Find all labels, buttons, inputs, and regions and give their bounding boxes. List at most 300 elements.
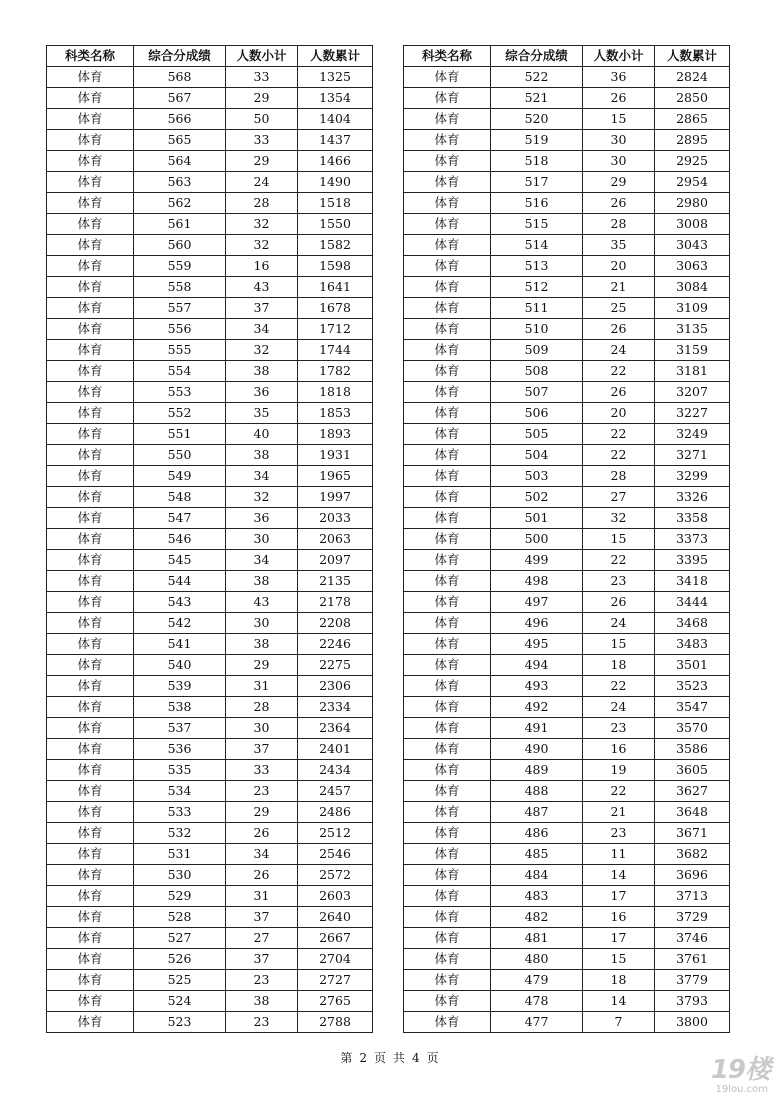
cell-score: 564: [134, 151, 226, 172]
cell-category: 体育: [47, 529, 134, 550]
table-row: [47, 403, 373, 424]
cell-count: 36: [226, 508, 298, 529]
cell-cumulative: 1466: [298, 151, 373, 172]
table-row: [404, 130, 730, 151]
cell-cumulative: 2546: [298, 844, 373, 865]
cell-cumulative: 3800: [655, 1012, 730, 1033]
table-row: [404, 970, 730, 991]
table-row: [404, 277, 730, 298]
cell-score: 529: [134, 886, 226, 907]
cell-cumulative: 3063: [655, 256, 730, 277]
cell-cumulative: 2306: [298, 676, 373, 697]
cell-score: 517: [491, 172, 583, 193]
cell-score: 549: [134, 466, 226, 487]
footer-label: 页: [373, 1051, 387, 1065]
cell-score: 559: [134, 256, 226, 277]
cell-cumulative: 3570: [655, 718, 730, 739]
cell-cumulative: 3671: [655, 823, 730, 844]
cell-cumulative: 3682: [655, 844, 730, 865]
table-row: [47, 340, 373, 361]
table-row: [404, 802, 730, 823]
cell-cumulative: 3793: [655, 991, 730, 1012]
cell-score: 514: [491, 235, 583, 256]
cell-cumulative: 2865: [655, 109, 730, 130]
table-row: [47, 277, 373, 298]
cell-score: 505: [491, 424, 583, 445]
cell-cumulative: 2097: [298, 550, 373, 571]
cell-score: 530: [134, 865, 226, 886]
watermark-logo: [708, 1049, 772, 1095]
cell-count: 16: [226, 256, 298, 277]
table-row: [47, 298, 373, 319]
cell-count: 21: [583, 802, 655, 823]
cell-count: 30: [583, 130, 655, 151]
cell-cumulative: 1965: [298, 466, 373, 487]
cell-count: 26: [583, 319, 655, 340]
cell-count: 38: [226, 571, 298, 592]
cell-score: 494: [491, 655, 583, 676]
table-row: [404, 634, 730, 655]
cell-count: 28: [226, 193, 298, 214]
cell-score: 499: [491, 550, 583, 571]
cell-cumulative: 1818: [298, 382, 373, 403]
cell-count: 25: [583, 298, 655, 319]
table-row: [404, 424, 730, 445]
cell-score: 527: [134, 928, 226, 949]
cell-count: 22: [583, 424, 655, 445]
cell-score: 518: [491, 151, 583, 172]
cell-score: 497: [491, 592, 583, 613]
cell-category: 体育: [47, 634, 134, 655]
cell-category: 体育: [47, 907, 134, 928]
cell-cumulative: 3159: [655, 340, 730, 361]
cell-count: 29: [226, 655, 298, 676]
table-row: [404, 487, 730, 508]
cell-score: 508: [491, 361, 583, 382]
cell-cumulative: 2980: [655, 193, 730, 214]
cell-score: 506: [491, 403, 583, 424]
cell-category: 体育: [47, 739, 134, 760]
cell-category: 体育: [47, 1012, 134, 1033]
cell-count: 17: [583, 928, 655, 949]
cell-category: 体育: [404, 340, 491, 361]
cell-category: 体育: [47, 697, 134, 718]
cell-category: 体育: [47, 508, 134, 529]
cell-score: 536: [134, 739, 226, 760]
cell-count: 19: [583, 760, 655, 781]
table-row: [47, 970, 373, 991]
cell-cumulative: 1518: [298, 193, 373, 214]
cell-cumulative: 2765: [298, 991, 373, 1012]
cell-category: 体育: [404, 508, 491, 529]
cell-category: 体育: [47, 403, 134, 424]
table-row: [404, 760, 730, 781]
cell-category: 体育: [47, 256, 134, 277]
cell-score: 557: [134, 298, 226, 319]
cell-score: 489: [491, 760, 583, 781]
cell-score: 486: [491, 823, 583, 844]
table-row: [404, 718, 730, 739]
cell-score: 553: [134, 382, 226, 403]
table-row: [404, 739, 730, 760]
cell-count: 31: [226, 676, 298, 697]
cell-category: 体育: [47, 655, 134, 676]
cell-score: 542: [134, 613, 226, 634]
table-row: [404, 361, 730, 382]
cell-count: 18: [583, 970, 655, 991]
cell-score: 551: [134, 424, 226, 445]
cell-count: 20: [583, 403, 655, 424]
table-row: [47, 214, 373, 235]
cell-category: 体育: [404, 424, 491, 445]
cell-count: 24: [583, 613, 655, 634]
cell-score: 548: [134, 487, 226, 508]
cell-cumulative: 1853: [298, 403, 373, 424]
table-row: [404, 193, 730, 214]
cell-count: 26: [226, 823, 298, 844]
cell-category: 体育: [47, 193, 134, 214]
table-row: [404, 907, 730, 928]
cell-cumulative: 3605: [655, 760, 730, 781]
cell-category: 体育: [404, 67, 491, 88]
table-row: [404, 928, 730, 949]
cell-category: 体育: [404, 172, 491, 193]
cell-cumulative: 3696: [655, 865, 730, 886]
cell-score: 546: [134, 529, 226, 550]
cell-category: 体育: [47, 235, 134, 256]
cell-count: 34: [226, 550, 298, 571]
cell-category: 体育: [47, 151, 134, 172]
cell-category: 体育: [404, 1012, 491, 1033]
table-row: [47, 949, 373, 970]
cell-category: 体育: [47, 550, 134, 571]
cell-score: 495: [491, 634, 583, 655]
cell-score: 537: [134, 718, 226, 739]
cell-cumulative: 1598: [298, 256, 373, 277]
cell-count: 35: [583, 235, 655, 256]
cell-score: 480: [491, 949, 583, 970]
table-row: [404, 508, 730, 529]
cell-score: 540: [134, 655, 226, 676]
cell-score: 528: [134, 907, 226, 928]
cell-category: 体育: [47, 718, 134, 739]
cell-count: 43: [226, 277, 298, 298]
table-row: [404, 676, 730, 697]
table-row: [404, 949, 730, 970]
cell-score: 520: [491, 109, 583, 130]
cell-category: 体育: [47, 676, 134, 697]
cell-cumulative: 3395: [655, 550, 730, 571]
cell-score: 516: [491, 193, 583, 214]
cell-category: 体育: [404, 487, 491, 508]
header-cumulative: 人数累计: [298, 46, 373, 67]
cell-cumulative: 2178: [298, 592, 373, 613]
cell-category: 体育: [47, 172, 134, 193]
cell-score: 558: [134, 277, 226, 298]
cell-count: 37: [226, 949, 298, 970]
header-count: 人数小计: [583, 46, 655, 67]
table-row: [404, 88, 730, 109]
cell-cumulative: 3586: [655, 739, 730, 760]
cell-count: 33: [226, 67, 298, 88]
cell-category: 体育: [47, 214, 134, 235]
cell-cumulative: 2603: [298, 886, 373, 907]
cell-count: 15: [583, 529, 655, 550]
cell-count: 32: [583, 508, 655, 529]
cell-score: 501: [491, 508, 583, 529]
cell-count: 17: [583, 886, 655, 907]
cell-cumulative: 2486: [298, 802, 373, 823]
cell-cumulative: 3207: [655, 382, 730, 403]
table-row: [404, 319, 730, 340]
cell-category: 体育: [404, 907, 491, 928]
table-row: [47, 802, 373, 823]
cell-category: 体育: [47, 928, 134, 949]
cell-count: 26: [583, 88, 655, 109]
cell-cumulative: 2788: [298, 1012, 373, 1033]
cell-score: 504: [491, 445, 583, 466]
table-row: [47, 466, 373, 487]
cell-count: 27: [583, 487, 655, 508]
table-row: [47, 886, 373, 907]
cell-count: 30: [583, 151, 655, 172]
cell-score: 496: [491, 613, 583, 634]
cell-category: 体育: [404, 655, 491, 676]
cell-cumulative: 2334: [298, 697, 373, 718]
cell-cumulative: 3181: [655, 361, 730, 382]
cell-cumulative: 2457: [298, 781, 373, 802]
cell-category: 体育: [404, 361, 491, 382]
cell-category: 体育: [47, 424, 134, 445]
cell-count: 14: [583, 865, 655, 886]
table-row: [47, 634, 373, 655]
cell-count: 23: [583, 718, 655, 739]
cell-cumulative: 3135: [655, 319, 730, 340]
cell-category: 体育: [404, 130, 491, 151]
cell-category: 体育: [404, 193, 491, 214]
cell-count: 14: [583, 991, 655, 1012]
cell-count: 15: [583, 634, 655, 655]
cell-count: 29: [226, 151, 298, 172]
cell-cumulative: 2640: [298, 907, 373, 928]
cell-cumulative: 3326: [655, 487, 730, 508]
cell-score: 513: [491, 256, 583, 277]
cell-cumulative: 1550: [298, 214, 373, 235]
header-category: 科类名称: [404, 46, 491, 67]
cell-cumulative: 1712: [298, 319, 373, 340]
cell-category: 体育: [47, 991, 134, 1012]
table-row: [404, 697, 730, 718]
table-row: [404, 340, 730, 361]
cell-score: 547: [134, 508, 226, 529]
table-row: [47, 697, 373, 718]
cell-score: 484: [491, 865, 583, 886]
cell-category: 体育: [404, 718, 491, 739]
cell-cumulative: 3761: [655, 949, 730, 970]
cell-count: 26: [583, 382, 655, 403]
cell-count: 15: [583, 949, 655, 970]
cell-count: 26: [583, 592, 655, 613]
cell-cumulative: 3501: [655, 655, 730, 676]
cell-score: 510: [491, 319, 583, 340]
table-row: [404, 67, 730, 88]
score-table-right: [403, 45, 730, 1033]
cell-cumulative: 3627: [655, 781, 730, 802]
cell-score: 567: [134, 88, 226, 109]
cell-score: 555: [134, 340, 226, 361]
table-row: [47, 760, 373, 781]
table-row: [404, 781, 730, 802]
cell-category: 体育: [47, 445, 134, 466]
cell-count: 23: [226, 781, 298, 802]
cell-score: 500: [491, 529, 583, 550]
cell-score: 560: [134, 235, 226, 256]
cell-count: 23: [583, 571, 655, 592]
cell-cumulative: 2824: [655, 67, 730, 88]
cell-category: 体育: [47, 865, 134, 886]
cell-cumulative: 1893: [298, 424, 373, 445]
cell-count: 36: [583, 67, 655, 88]
cell-category: 体育: [404, 970, 491, 991]
cell-score: 515: [491, 214, 583, 235]
cell-category: 体育: [404, 823, 491, 844]
cell-cumulative: 2401: [298, 739, 373, 760]
cell-cumulative: 3008: [655, 214, 730, 235]
table-row: [404, 214, 730, 235]
cell-category: 体育: [47, 802, 134, 823]
cell-cumulative: 3729: [655, 907, 730, 928]
table-row: [47, 844, 373, 865]
table-row: [404, 592, 730, 613]
cell-cumulative: 2135: [298, 571, 373, 592]
table-row: [47, 130, 373, 151]
cell-score: 477: [491, 1012, 583, 1033]
cell-cumulative: 3043: [655, 235, 730, 256]
cell-cumulative: 3109: [655, 298, 730, 319]
cell-category: 体育: [404, 403, 491, 424]
cell-score: 523: [134, 1012, 226, 1033]
cell-count: 22: [583, 445, 655, 466]
cell-count: 35: [226, 403, 298, 424]
cell-count: 22: [583, 781, 655, 802]
cell-count: 32: [226, 340, 298, 361]
cell-category: 体育: [404, 613, 491, 634]
cell-category: 体育: [47, 886, 134, 907]
cell-score: 539: [134, 676, 226, 697]
table-row: [404, 571, 730, 592]
cell-cumulative: 1354: [298, 88, 373, 109]
cell-score: 512: [491, 277, 583, 298]
table-row: [47, 487, 373, 508]
table-row: [404, 109, 730, 130]
table-row: [47, 907, 373, 928]
cell-score: 498: [491, 571, 583, 592]
current-page-number: 2: [359, 1051, 368, 1065]
cell-score: 525: [134, 970, 226, 991]
cell-cumulative: 3547: [655, 697, 730, 718]
cell-cumulative: 1437: [298, 130, 373, 151]
cell-cumulative: 1744: [298, 340, 373, 361]
cell-count: 18: [583, 655, 655, 676]
table-row: [47, 676, 373, 697]
cell-count: 37: [226, 298, 298, 319]
table-row: [47, 613, 373, 634]
table-row: [404, 886, 730, 907]
cell-category: 体育: [47, 466, 134, 487]
cell-score: 556: [134, 319, 226, 340]
cell-score: 534: [134, 781, 226, 802]
cell-count: 38: [226, 991, 298, 1012]
cell-count: 24: [583, 340, 655, 361]
cell-cumulative: 1582: [298, 235, 373, 256]
table-row: [404, 844, 730, 865]
cell-cumulative: 1931: [298, 445, 373, 466]
cell-cumulative: 1997: [298, 487, 373, 508]
table-row: [404, 613, 730, 634]
cell-cumulative: 2727: [298, 970, 373, 991]
cell-category: 体育: [47, 109, 134, 130]
total-page-number: 4: [412, 1051, 421, 1065]
header-category: 科类名称: [47, 46, 134, 67]
cell-count: 16: [583, 907, 655, 928]
cell-cumulative: 3299: [655, 466, 730, 487]
table-row: [404, 151, 730, 172]
cell-category: 体育: [404, 445, 491, 466]
header-cumulative: 人数累计: [655, 46, 730, 67]
cell-cumulative: 2572: [298, 865, 373, 886]
cell-score: 554: [134, 361, 226, 382]
table-row: [404, 466, 730, 487]
cell-category: 体育: [47, 781, 134, 802]
table-row: [404, 382, 730, 403]
cell-category: 体育: [47, 823, 134, 844]
cell-category: 体育: [404, 277, 491, 298]
cell-score: 522: [491, 67, 583, 88]
cell-cumulative: 3084: [655, 277, 730, 298]
cell-count: 34: [226, 319, 298, 340]
cell-cumulative: 3418: [655, 571, 730, 592]
cell-category: 体育: [404, 109, 491, 130]
cell-count: 37: [226, 907, 298, 928]
cell-cumulative: 2208: [298, 613, 373, 634]
header-score: 综合分成绩: [491, 46, 583, 67]
cell-cumulative: 3249: [655, 424, 730, 445]
cell-category: 体育: [404, 739, 491, 760]
cell-cumulative: 1782: [298, 361, 373, 382]
table-row: [47, 865, 373, 886]
table-body: [47, 67, 373, 1033]
cell-score: 544: [134, 571, 226, 592]
cell-cumulative: 2895: [655, 130, 730, 151]
cell-category: 体育: [404, 382, 491, 403]
cell-score: 562: [134, 193, 226, 214]
cell-count: 11: [583, 844, 655, 865]
cell-count: 30: [226, 718, 298, 739]
watermark-domain: 19lou.com: [715, 1084, 768, 1095]
cell-score: 478: [491, 991, 583, 1012]
cell-count: 23: [226, 1012, 298, 1033]
cell-cumulative: 1678: [298, 298, 373, 319]
cell-cumulative: 3483: [655, 634, 730, 655]
table-row: [47, 550, 373, 571]
cell-score: 481: [491, 928, 583, 949]
cell-category: 体育: [404, 886, 491, 907]
cell-score: 519: [491, 130, 583, 151]
cell-category: 体育: [404, 928, 491, 949]
cell-count: 36: [226, 382, 298, 403]
cell-score: 545: [134, 550, 226, 571]
cell-count: 28: [226, 697, 298, 718]
